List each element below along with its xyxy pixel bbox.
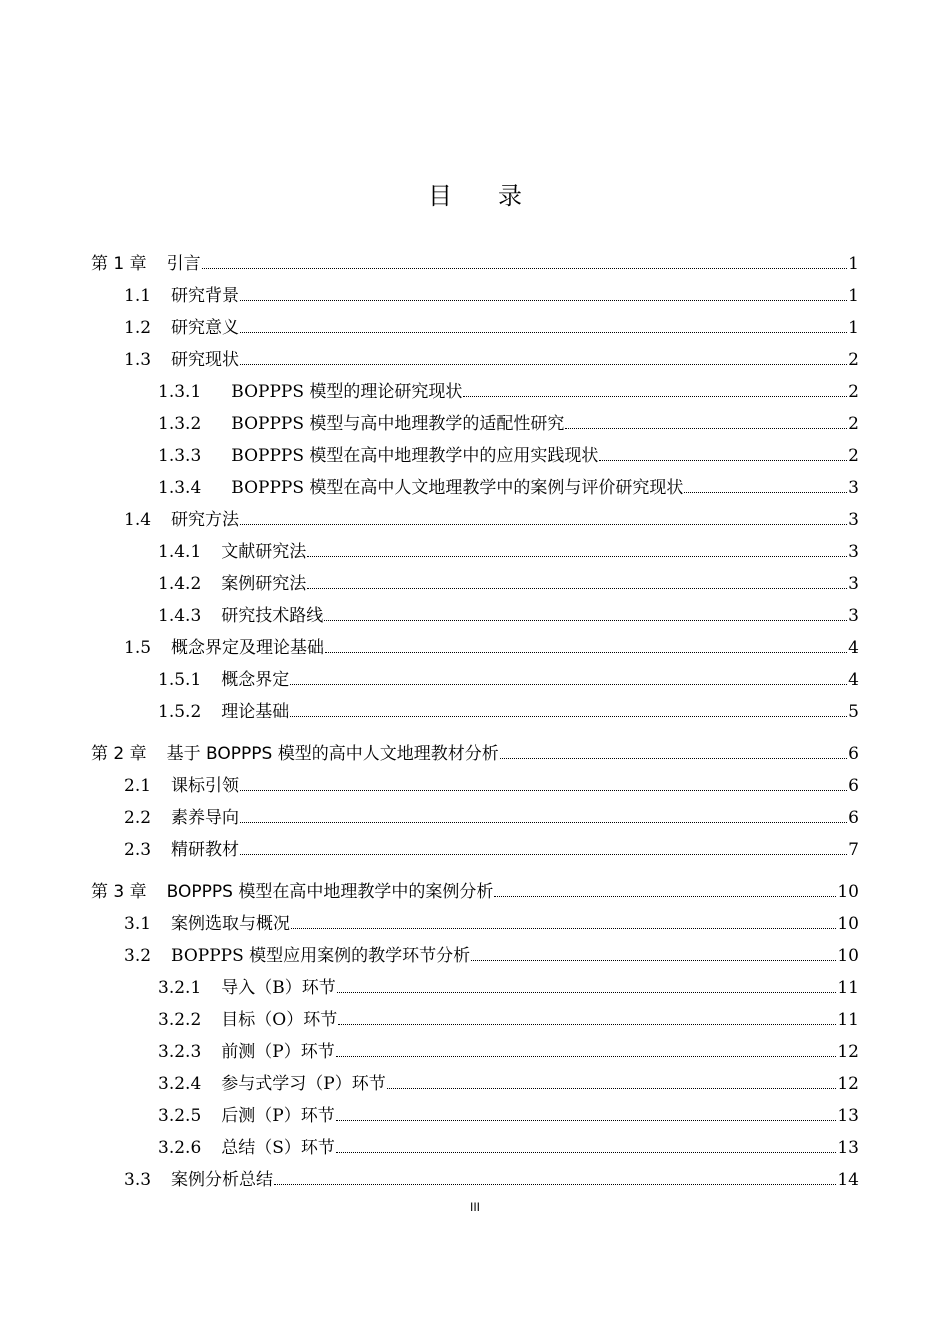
toc-entry-label: 精研教材 <box>171 840 240 860</box>
toc-entry-page: 11 <box>837 1010 859 1030</box>
toc-entry-label: 案例研究法 <box>221 574 307 594</box>
toc-entry-label: 研究现状 <box>171 350 240 370</box>
toc-entry-label: 后测（P）环节 <box>221 1106 335 1126</box>
dot-leader <box>387 1088 837 1089</box>
toc-entry-label: 理论基础 <box>221 702 290 722</box>
toc-entry-page: 1 <box>848 286 859 306</box>
toc-entry-page: 3 <box>848 574 859 594</box>
dot-leader <box>274 1184 836 1185</box>
toc-entry-page: 3 <box>848 478 859 498</box>
toc-entry-page: 6 <box>848 808 859 828</box>
toc-entry-number: 3.1 <box>124 914 152 934</box>
toc-entry-number: 第 2 章 <box>91 744 147 764</box>
toc-entry-page: 14 <box>837 1170 859 1190</box>
dot-leader <box>336 1120 837 1121</box>
dot-leader <box>325 652 847 653</box>
toc-entry-number: 3.2.1 <box>158 978 202 998</box>
toc-entry-label: 前测（P）环节 <box>221 1042 335 1062</box>
toc-entry-label: 研究技术路线 <box>221 606 324 626</box>
toc-entry-number: 3.2.4 <box>158 1074 202 1094</box>
dot-leader <box>240 524 847 525</box>
toc-entry-page: 3 <box>848 510 859 530</box>
toc-entry[interactable] <box>0 658 950 690</box>
dot-leader <box>336 1056 837 1057</box>
toc-entry[interactable] <box>0 934 950 966</box>
toc-entry-number: 1.4.3 <box>158 606 202 626</box>
dot-leader <box>240 790 847 791</box>
toc-entry-number: 1.5 <box>124 638 152 658</box>
dot-leader <box>324 620 847 621</box>
toc-entry-label: BOPPPS 模型的理论研究现状 <box>231 382 463 402</box>
toc-entry[interactable] <box>0 1126 950 1158</box>
toc-entry-label: 参与式学习（P）环节 <box>221 1074 386 1094</box>
toc-entry-page: 6 <box>848 776 859 796</box>
toc-entry-page: 3 <box>848 606 859 626</box>
toc-entry[interactable] <box>0 1030 950 1062</box>
toc-chapter-entry[interactable] <box>0 870 950 902</box>
toc-entry-number: 1.3.4 <box>158 478 202 498</box>
toc-entry[interactable] <box>0 902 950 934</box>
toc-entry-page: 4 <box>848 638 859 658</box>
toc-entry[interactable] <box>0 402 950 434</box>
dot-leader <box>471 960 836 961</box>
toc-entry[interactable] <box>0 434 950 466</box>
toc-entry-page: 10 <box>837 882 859 902</box>
toc-entry-label: BOPPPS 模型与高中地理教学的适配性研究 <box>231 414 565 434</box>
toc-entry-page: 13 <box>837 1106 859 1126</box>
toc-entry-number: 1.3.2 <box>158 414 202 434</box>
toc-entry-page: 2 <box>848 446 859 466</box>
toc-entry-label: BOPPPS 模型在高中地理教学中的应用实践现状 <box>231 446 599 466</box>
toc-entry-label: BOPPPS 模型在高中地理教学中的案例分析 <box>166 882 494 902</box>
toc-entry[interactable] <box>0 274 950 306</box>
toc-entry[interactable] <box>0 796 950 828</box>
dot-leader <box>290 684 847 685</box>
toc-entry[interactable] <box>0 466 950 498</box>
toc-entry-page: 12 <box>837 1042 859 1062</box>
toc-entry-page: 4 <box>848 670 859 690</box>
toc-entry[interactable] <box>0 1094 950 1126</box>
dot-leader <box>338 1024 836 1025</box>
toc-entry-page: 6 <box>848 744 859 764</box>
dot-leader <box>202 268 848 269</box>
toc-entry[interactable] <box>0 998 950 1030</box>
dot-leader <box>565 428 847 429</box>
toc-entry[interactable] <box>0 562 950 594</box>
toc-chapter-entry[interactable] <box>0 732 950 764</box>
toc-entry[interactable] <box>0 828 950 860</box>
toc-entry-number: 1.5.1 <box>158 670 202 690</box>
dot-leader <box>684 492 847 493</box>
toc-entry-label: 基于 BOPPPS 模型的高中人文地理教材分析 <box>166 744 499 764</box>
toc-entry-number: 1.3.1 <box>158 382 202 402</box>
toc-entry-number: 1.4.1 <box>158 542 202 562</box>
toc-entry-number: 2.3 <box>124 840 152 860</box>
toc-entry-page: 11 <box>837 978 859 998</box>
toc-entry-number: 3.2.2 <box>158 1010 202 1030</box>
dot-leader <box>290 716 847 717</box>
dot-leader <box>500 758 847 759</box>
toc-entry-number: 1.3.3 <box>158 446 202 466</box>
dot-leader <box>291 928 836 929</box>
toc-entry-label: 案例分析总结 <box>171 1170 274 1190</box>
toc-entry-page: 3 <box>848 542 859 562</box>
dot-leader <box>494 896 836 897</box>
toc-entry-page: 12 <box>837 1074 859 1094</box>
toc-entry-label: BOPPPS 模型在高中人文地理教学中的案例与评价研究现状 <box>231 478 684 498</box>
toc-entry-label: 研究方法 <box>171 510 240 530</box>
toc-entry-page: 13 <box>837 1138 859 1158</box>
toc-entry-label: 目标（O）环节 <box>221 1010 338 1030</box>
toc-entry-label: 文献研究法 <box>221 542 307 562</box>
toc-entry[interactable] <box>0 626 950 658</box>
toc-entry-label: 概念界定及理论基础 <box>171 638 325 658</box>
dot-leader <box>599 460 847 461</box>
toc-entry[interactable] <box>0 530 950 562</box>
dot-leader <box>240 854 847 855</box>
toc-entry[interactable] <box>0 306 950 338</box>
toc-entry-number: 1.4 <box>124 510 152 530</box>
toc-entry-page: 1 <box>848 254 859 274</box>
toc-entry-number: 3.2.6 <box>158 1138 202 1158</box>
toc-entry-label: 引言 <box>166 254 201 274</box>
toc-entry[interactable] <box>0 498 950 530</box>
toc-entry[interactable] <box>0 594 950 626</box>
toc-entry[interactable] <box>0 1158 950 1190</box>
toc-entry[interactable] <box>0 338 950 370</box>
dot-leader <box>240 822 847 823</box>
toc-entry[interactable] <box>0 966 950 998</box>
toc-entry-page: 2 <box>848 382 859 402</box>
toc-entry[interactable] <box>0 764 950 796</box>
toc-entry[interactable] <box>0 690 950 722</box>
toc-entry-label: 研究背景 <box>171 286 240 306</box>
toc-entry-label: 案例选取与概况 <box>171 914 291 934</box>
toc-entry-page: 7 <box>848 840 859 860</box>
toc-entry-number: 1.5.2 <box>158 702 202 722</box>
toc-entry-number: 1.2 <box>124 318 152 338</box>
toc-entry-number: 1.4.2 <box>158 574 202 594</box>
toc-entry-page: 5 <box>848 702 859 722</box>
toc-entry-label: 导入（B）环节 <box>221 978 336 998</box>
toc-entry-number: 1.1 <box>124 286 152 306</box>
toc-chapter-entry[interactable] <box>0 242 950 274</box>
dot-leader <box>240 364 847 365</box>
toc-entry[interactable] <box>0 370 950 402</box>
dot-leader <box>307 588 847 589</box>
toc-entry-number: 2.2 <box>124 808 152 828</box>
toc-entry-label: 素养导向 <box>171 808 240 828</box>
toc-entry-number: 2.1 <box>124 776 152 796</box>
toc-entry-page: 10 <box>837 914 859 934</box>
dot-leader <box>463 396 847 397</box>
toc-entry-label: 研究意义 <box>171 318 240 338</box>
page-title: 目录 <box>428 182 568 210</box>
toc-entry-page: 10 <box>837 946 859 966</box>
dot-leader <box>337 992 837 993</box>
toc-entry-page: 2 <box>848 414 859 434</box>
toc-entry[interactable] <box>0 1062 950 1094</box>
dot-leader <box>307 556 847 557</box>
toc-entry-page: 1 <box>848 318 859 338</box>
toc-entry-number: 3.2.3 <box>158 1042 202 1062</box>
toc-entry-number: 3.3 <box>124 1170 152 1190</box>
dot-leader <box>336 1152 836 1153</box>
toc-entry-number: 第 1 章 <box>91 254 147 274</box>
toc-entry-label: BOPPPS 模型应用案例的教学环节分析 <box>171 946 471 966</box>
toc-entry-label: 概念界定 <box>221 670 290 690</box>
toc-entry-number: 1.3 <box>124 350 152 370</box>
toc-entry-label: 课标引领 <box>171 776 240 796</box>
toc-entry-number: 3.2.5 <box>158 1106 202 1126</box>
toc-entry-number: 第 3 章 <box>91 882 147 902</box>
toc-entry-number: 3.2 <box>124 946 152 966</box>
toc-entry-page: 2 <box>848 350 859 370</box>
page-number-footer: III <box>469 1200 480 1214</box>
dot-leader <box>240 300 847 301</box>
toc-entry-label: 总结（S）环节 <box>221 1138 335 1158</box>
dot-leader <box>240 332 847 333</box>
